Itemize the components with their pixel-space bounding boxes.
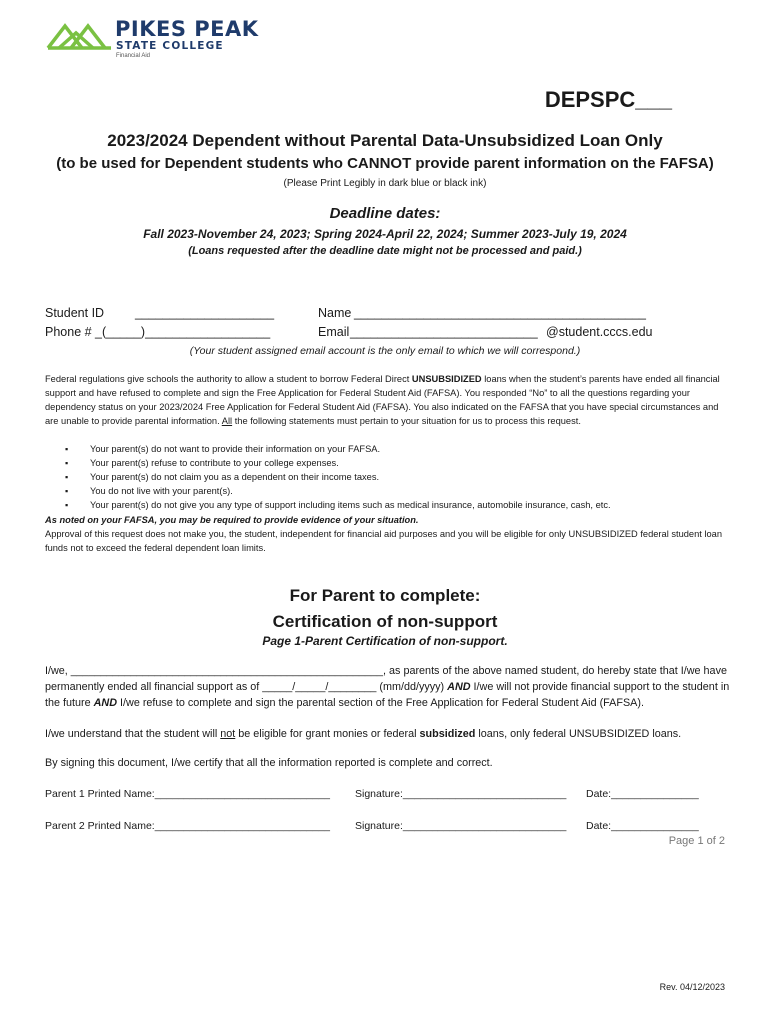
document-title: 2023/2024 Dependent without Parental Data-Unsubsidized Loan Only	[107, 131, 663, 150]
signing-statement: By signing this document, I/we certify that all the information reported is complete and correct.	[45, 757, 493, 769]
deadline-note: (Loans requested after the deadline date might not be processed and paid.)	[188, 245, 582, 257]
certification-heading: Certification of non-support	[272, 612, 498, 631]
regulations-paragraph: Federal regulations give schools the authority to allow a student to borrow Federal Direct UNSUBSIDIZED loans when the student’s parents have ended all financial support and have refused to complete and sign the Free Application for Federal Student Aid (FAFSA). You responded “No” to all the questions regarding your dependency status on your 2023/2024 Free Application for Federal Student Aid (FAFSA). You also indicated on the FAFSA that you have special circumstances and are unable to provide parental information. All the following statements must pertain to your situation for us to process this request.	[45, 374, 720, 426]
evidence-note: As noted on your FAFSA, you may be required to provide evidence of your situation.	[45, 515, 419, 525]
page-number: Page 1 of 2	[668, 835, 725, 847]
understanding-paragraph: I/we understand that the student will not be eligible for grant monies or federal subsidized loans, only federal UNSUBSIDIZED loans.	[45, 728, 682, 740]
parent2-name-field[interactable]: Parent 2 Printed Name:______________________________	[45, 820, 330, 832]
parent2-signature-field[interactable]: Signature:____________________________	[355, 820, 567, 832]
approval-paragraph: Approval of this request does not make you, the student, independent for financial aid purposes and you will be eligible for only UNSUBSIDIZED federal student loan funds not to exceed the federal dependent loan limits.	[45, 529, 723, 553]
mountain-logo-icon	[48, 26, 111, 48]
logo-tagline: Financial Aid	[116, 53, 151, 59]
email-domain: @student.cccs.edu	[546, 325, 653, 339]
list-item: ▪ Your parent(s) do not claim you as a dependent on their income taxes.	[65, 470, 611, 484]
parent-heading: For Parent to complete:	[289, 586, 481, 605]
list-item: ▪ Your parent(s) do not want to provide their information on your FAFSA.	[65, 442, 611, 456]
all-emphasis: All	[221, 416, 233, 426]
email-label: Email	[318, 325, 350, 339]
student-id-label: Student ID	[45, 306, 105, 320]
email-field[interactable]: ___________________________	[350, 325, 538, 339]
form-code: DEPSPC___	[544, 87, 672, 112]
revision-date: Rev. 04/12/2023	[659, 982, 725, 992]
student-id-field[interactable]: ____________________	[135, 306, 275, 320]
list-item: ▪ Your parent(s) do not give you any type of support including items such as medical insurance, automobile insurance, cash, etc.	[65, 498, 611, 512]
phone-field[interactable]: Phone # _(_____)__________________	[45, 325, 271, 339]
statement-list	[65, 442, 611, 512]
logo-subtitle: STATE COLLEGE	[116, 40, 224, 52]
certification-subheading: Page 1-Parent Certification of non-support.	[262, 634, 508, 648]
parent1-name-field[interactable]: Parent 1 Printed Name:______________________________	[45, 788, 330, 800]
name-field[interactable]: __________________________________________	[354, 306, 646, 320]
name-label: Name	[318, 306, 352, 320]
parent2-date-field[interactable]: Date:_______________	[586, 820, 699, 832]
print-instruction: (Please Print Legibly in dark blue or black ink)	[283, 178, 487, 189]
deadline-dates: Fall 2023-November 24, 2023; Spring 2024-April 22, 2024; Summer 2023-July 19, 2024	[143, 227, 627, 241]
parent1-signature-field[interactable]: Signature:____________________________	[355, 788, 567, 800]
logo-name: PIKES PEAK	[115, 17, 259, 41]
list-item: ▪ Your parent(s) refuse to contribute to your college expenses.	[65, 456, 611, 470]
certification-paragraph: I/we, ____________________________________________________, as parents of the above named student, do hereby state that I/we have permanently ended all financial support as of _____/_____/________ (mm/dd/yyyy) AND I/we will not provide financial support to the student in the future AND I/we refuse to complete and sign the parental section of the Free Application for Federal Student Aid (FAFSA).	[45, 665, 730, 709]
document-subtitle: (to be used for Dependent students who CANNOT provide parent information on the FAFSA)	[56, 155, 714, 172]
list-item: ▪ You do not live with your parent(s).	[65, 484, 611, 498]
deadline-heading: Deadline dates:	[329, 205, 441, 222]
email-note: (Your student assigned email account is the only email to which we will correspond.)	[189, 345, 581, 357]
unsubsidized-emphasis: UNSUBSIDIZED	[411, 374, 482, 384]
parent1-date-field[interactable]: Date:_______________	[586, 788, 699, 800]
